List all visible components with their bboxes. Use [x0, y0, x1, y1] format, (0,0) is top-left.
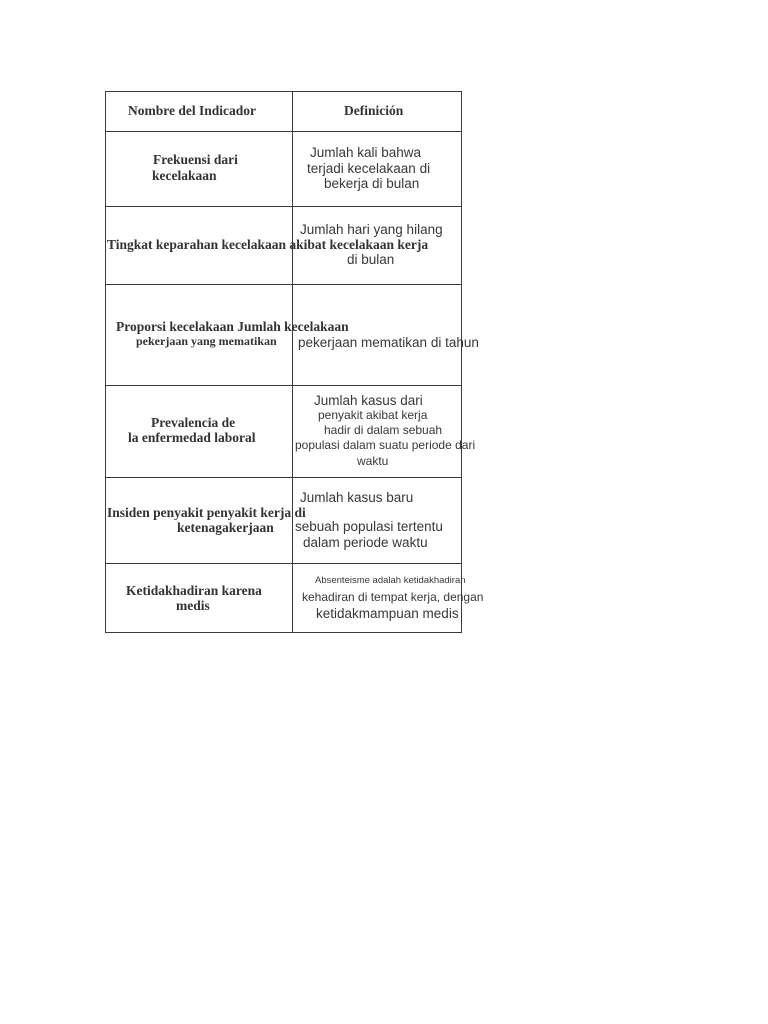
- indicator-name-line: Prevalencia de: [151, 415, 236, 430]
- indicator-name-line: Frekuensi dari: [153, 152, 238, 167]
- row-divider: [105, 477, 462, 478]
- row-divider: [105, 563, 462, 564]
- header-indicator-name: Nombre del Indicador: [128, 103, 257, 118]
- indicator-name-line: kecelakaan: [152, 168, 217, 183]
- definition-line: kehadiran di tempat kerja, dengan: [302, 590, 484, 604]
- definition-line: penyakit akibat kerja: [318, 408, 428, 422]
- definition-line: bekerja di bulan: [324, 176, 420, 191]
- indicator-name-line: medis: [176, 598, 210, 613]
- row-divider: [105, 131, 462, 132]
- row-divider: [105, 385, 462, 386]
- indicator-name-line: ketenagakerjaan: [177, 520, 274, 535]
- indicator-name-line: Ketidakhadiran karena: [126, 583, 262, 598]
- definition-line: dalam periode waktu: [303, 535, 428, 550]
- definition-line: Jumlah kasus baru: [300, 490, 414, 505]
- definition-line: Jumlah kali bahwa: [310, 145, 422, 160]
- table-border-left: [105, 91, 106, 633]
- definition-line: Jumlah hari yang hilang: [300, 222, 443, 237]
- definition-line: terjadi kecelakaan di: [307, 161, 431, 176]
- definition-line: hadir di dalam sebuah: [324, 423, 443, 437]
- definition-line: Jumlah kasus dari: [314, 393, 423, 408]
- column-divider: [292, 91, 293, 633]
- definition-line: ketidakmampuan medis: [316, 606, 459, 621]
- indicator-name-line: Tingkat keparahan kecelakaan akibat kecelakaan kerja: [107, 237, 429, 252]
- definition-line: sebuah populasi tertentu: [295, 519, 443, 534]
- row-divider: [105, 206, 462, 207]
- definition-line: Absenteisme adalah ketidakhadiran: [315, 575, 466, 586]
- definition-line: di bulan: [347, 252, 395, 267]
- indicator-name-line: pekerjaan yang mematikan: [136, 334, 277, 348]
- definition-line: waktu: [357, 454, 389, 468]
- row-divider: [105, 284, 462, 285]
- indicator-name-line: Proporsi kecelakaan Jumlah kecelakaan: [116, 319, 349, 334]
- indicator-name-line: Insiden penyakit penyakit kerja di: [107, 505, 306, 520]
- definition-line: pekerjaan mematikan di tahun: [298, 335, 479, 350]
- table-border-top: [105, 91, 462, 92]
- table-border-bottom: [105, 632, 462, 633]
- table-border-right: [461, 91, 462, 633]
- indicator-name-line: la enfermedad laboral: [128, 430, 256, 445]
- definition-line: populasi dalam suatu periode dari: [295, 438, 476, 452]
- header-definition: Definición: [344, 103, 404, 118]
